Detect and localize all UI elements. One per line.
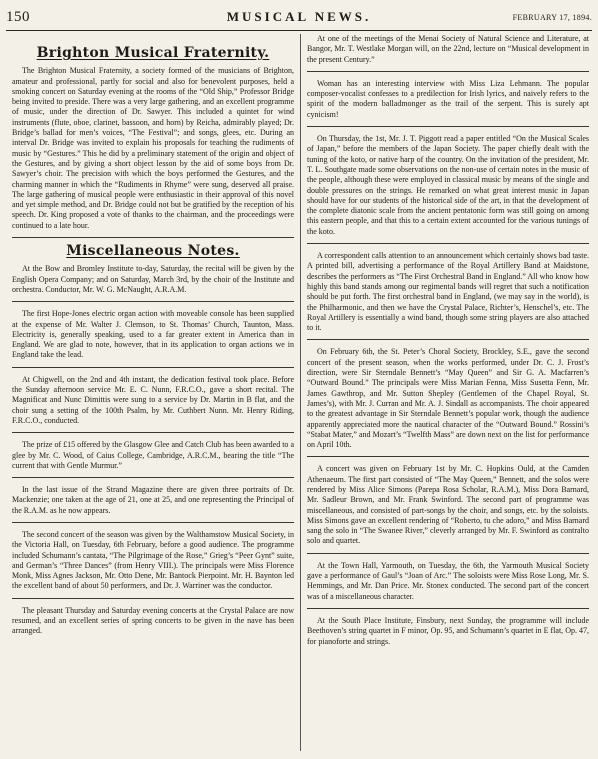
note-paragraph: At the South Place Institute, Finsbury, next Sunday, the programme will include Beethoven’s string quartet in F minor, Op. 95, and Schumann’s quartet in E flat, Op. 47, for pianoforte and strings.	[307, 615, 589, 646]
note-paragraph: At the Town Hall, Yarmouth, on Tuesday, the 6th, the Yarmouth Musical Society gave a performance of Gaul’s “Joan of Arc.” The soloists were Miss Rose Long, Mr. S. Hemmings, and Mr. Dan Price. Mr. Stonex conducted. The second part of the concert was of a miscellaneous character.	[307, 560, 589, 601]
paragraph-rule	[12, 301, 294, 302]
note-paragraph: On Thursday, the 1st, Mr. J. T. Piggott read a paper entitled “On the Musical Scales of Japan,” before the members of the Japan Society. The paper chiefly dealt with the tuning of the koto, or native harp of the country. On the invitation of the president, Mr. T. L. Southgate made some observations on the non-use of certain notes in the music of the people, although these were employed in classical music by means of the single and double pressures on the strings. He remarked on what great interest music in Japan should have for our students of the historical side of the art, in that the development of the complete diatonic scale from the ancient pentatonic form was still going on among this eastern people, and that this to a certain extent accounted for the various tunings of the koto.	[307, 134, 589, 236]
paragraph-rule	[307, 456, 589, 457]
note-paragraph: A correspondent calls attention to an announcement which certainly shows bad taste. A printed bill, advertising a performance of the Royal Artillery Band at Maidstone, describes the performers as “The First Orchestral Band in England.” All who know how highly this band stands among our regimental bands will regret that such a notification should be put forth. The first orchestral band in England, (we may say in the world), is the Philharmonic, and then we have the Crystal Palace, Richter’s, Henschel’s, etc. The Royal Artillery is essentially a wind band, though some string players are also attached to it.	[307, 251, 589, 333]
note-paragraph: A concert was given on February 1st by Mr. C. Hopkins Ould, at the Camden Athenaeum. The first part consisted of “The May Queen,” Bennett, and the solos were rendered by Miss Alice Simons (Parepa Rosa Scholar, R.A.M.), Miss Dora Barnard, Mr. Sadleur Brown, and Mr. Frank Swinford. The second part of programme was miscellaneous, and consisted of part-songs by the choir, and songs, etc. by the soloists. Miss Simons gave an excellent rendering of “Roberto, tu che adoro,” and Miss Barnard sang the solo in “The Swanee River,” cleverly arranged by Mr. F. Swinford as contralto solo and quartet.	[307, 464, 589, 546]
paragraph-rule	[307, 553, 589, 554]
paragraph-rule	[307, 339, 589, 340]
note-paragraph: The pleasant Thursday and Saturday evening concerts at the Crystal Palace are now resumed, and an excellent series of spring concerts to be given in the nave has been arranged.	[12, 605, 294, 636]
paragraph-rule	[12, 522, 294, 523]
note-paragraph: The first Hope-Jones electric organ action with moveable console has been supplied at the expense of Mr. Walter J. Clemson, to St. Thomas’ Church, Taunton, Mass. Electricity is, generally speaking, used to a far greater extent in America than in England. We are glad to note, however, that in its application to organ actions we in England take the lead.	[12, 309, 294, 360]
page-header	[6, 4, 592, 31]
brighton-heading: Brighton Musical Fraternity.	[36, 45, 270, 61]
paragraph-rule	[307, 71, 589, 72]
column-divider	[300, 34, 301, 751]
left-column	[12, 34, 294, 755]
note-paragraph: At Chigwell, on the 2nd and 4th instant, the dedication festival took place. Before the Sunday afternoon service Mr. E. C. Nunn, F.R.C.O., gave a short recital. The Magnificat and Nunc Dimittis were sung to a service by Dr. Martin in B flat, and the choir sung a setting of the 100th Psalm, by Mr. Cuthbert Nunn. Mr. Henry Riding, F.R.C.O., conducted.	[12, 374, 294, 425]
note-paragraph: On February 6th, the St. Peter’s Choral Society, Brockley, S.E., gave the second concert of the present season, when the works performed, under Dr. C. J. Frost’s direction, were Sir Sterndale Bennett’s “May Queen” and Sir G. A. Macfarren’s “Outward Bound.” The principals were Miss Marian Fenna, Miss Susetta Fenn, Mr. James Gawthrop, and Mr. Sutton Shepley (Gentlemen of the Chapel Royal, St. James’s), with Mr. J. Curran and Mr. A. J. Sindall as accompanists. The choir appeared to the greatest advantage in Sir Sterndale Bennett’s popular work, though the audience apparently appreciated more the nautical character of the “Outward Bound.” Rossini’s “Stabat Mater,” and Mozart’s “Twelfth Mass” are down next on the list for performance on April 10th.	[307, 347, 589, 450]
paragraph-rule	[12, 598, 294, 599]
note-paragraph: At the Bow and Bromley Institute to-day, Saturday, the recital will be given by the English Opera Company; and on Saturday, March 3rd, by the choir of the Institute and orchestra. Conductor, Mr. W. G. McNaught, A.R.A.M.	[12, 264, 294, 294]
paragraph-rule	[307, 608, 589, 609]
publication-title: MUSICAL NEWS.	[226, 9, 372, 24]
right-column	[307, 34, 589, 755]
brighton-article: The Brighton Musical Fraternity, a society formed of the musicians of Brighton, amateur and professional, partly for social and also for benevolent purposes, held a smoking concert on Saturday evening at the rooms of the “Old Ship,” Professor Bridge being invited to preside. There was a very large gathering, and an excellent programme of music, under the direction of Dr. Sawyer. This included a quintet for wind instruments (flute, oboe, clarinet, bassoon, and horn) by Reicha, admirably played; Dr. Bridge’s ballad for men’s voices, “The Festival”; and songs, glees, etc. During an interval Dr. Bridge was invited to explain his proposals for teaching the rudiments of music by “Gestures.” This he did by a preliminary statement of the origin and object of the Gestures, and by giving a short object lesson by the aid of some boys from Dr. Sawyer’s choir. The precision with which the boys performed the Gestures, and the charming manner in which the “Rudiments in Rhyme” were sung, deserved all praise. The large gathering of musical people were enthusiastic in their approval of this novel and yet simple method, and Dr. Bridge could not but be gratified by the reception of his speech. Dr. King proposed a vote of thanks to the chairman, and the proceedings were continued to a late hour.	[12, 66, 294, 230]
note-paragraph: At one of the meetings of the Menai Society of Natural Science and Literature, at Bangor, Mr. T. Westlake Morgan will, on the 22nd, lecture on “Musical development in the present Century.”	[307, 34, 589, 64]
paragraph-rule	[12, 432, 294, 433]
paragraph-rule	[307, 126, 589, 127]
page-number: 150	[6, 8, 30, 25]
section-rule	[12, 237, 294, 238]
paragraph-rule	[307, 243, 589, 244]
note-paragraph: In the last issue of the Strand Magazine there are given three portraits of Dr. Mackenzie; one taken at the age of 21, one at 25, and one representing the Principal of the R.A.M. as he now appears.	[12, 485, 294, 515]
misc-notes-heading: Miscellaneous Notes.	[66, 243, 240, 260]
paragraph-rule	[12, 367, 294, 368]
issue-date: FEBRUARY 17, 1894.	[512, 12, 592, 22]
note-paragraph: Woman has an interesting interview with Miss Liza Lehmann. The popular composer-vocalist confesses to a predilection for Irish lyrics, and naively refers to the spirit of the modern balladmonger as the trail of the serpent. This is surely apt cynicism!	[307, 78, 589, 119]
note-paragraph: The second concert of the season was given by the Walthamstow Musical Society, in the Victoria Hall, on Tuesday, 6th February, before a good audience. The programme included Schumann’s cantata, “The Pilgrimage of the Rose,” Grieg’s “Peer Gynt” suite, and German’s “Three Dances” (from Henry VIII.). The principals were Miss Florence Monk, Miss Agnes Jackson, Mr. Otto Dene, Mr. Bantock Pierpoint. Mr. H. Baynton led the excellent band of about 50 performers, and Dr. J. Warriner was the conductor.	[12, 529, 294, 591]
paragraph-rule	[12, 477, 294, 478]
note-paragraph: The prize of £15 offered by the Glasgow Glee and Catch Club has been awarded to a glee by Mr. C. Wood, of Caius College, Cambridge, A.R.C.M., bearing the title “The current that with Gentle Murmur.”	[12, 440, 294, 470]
